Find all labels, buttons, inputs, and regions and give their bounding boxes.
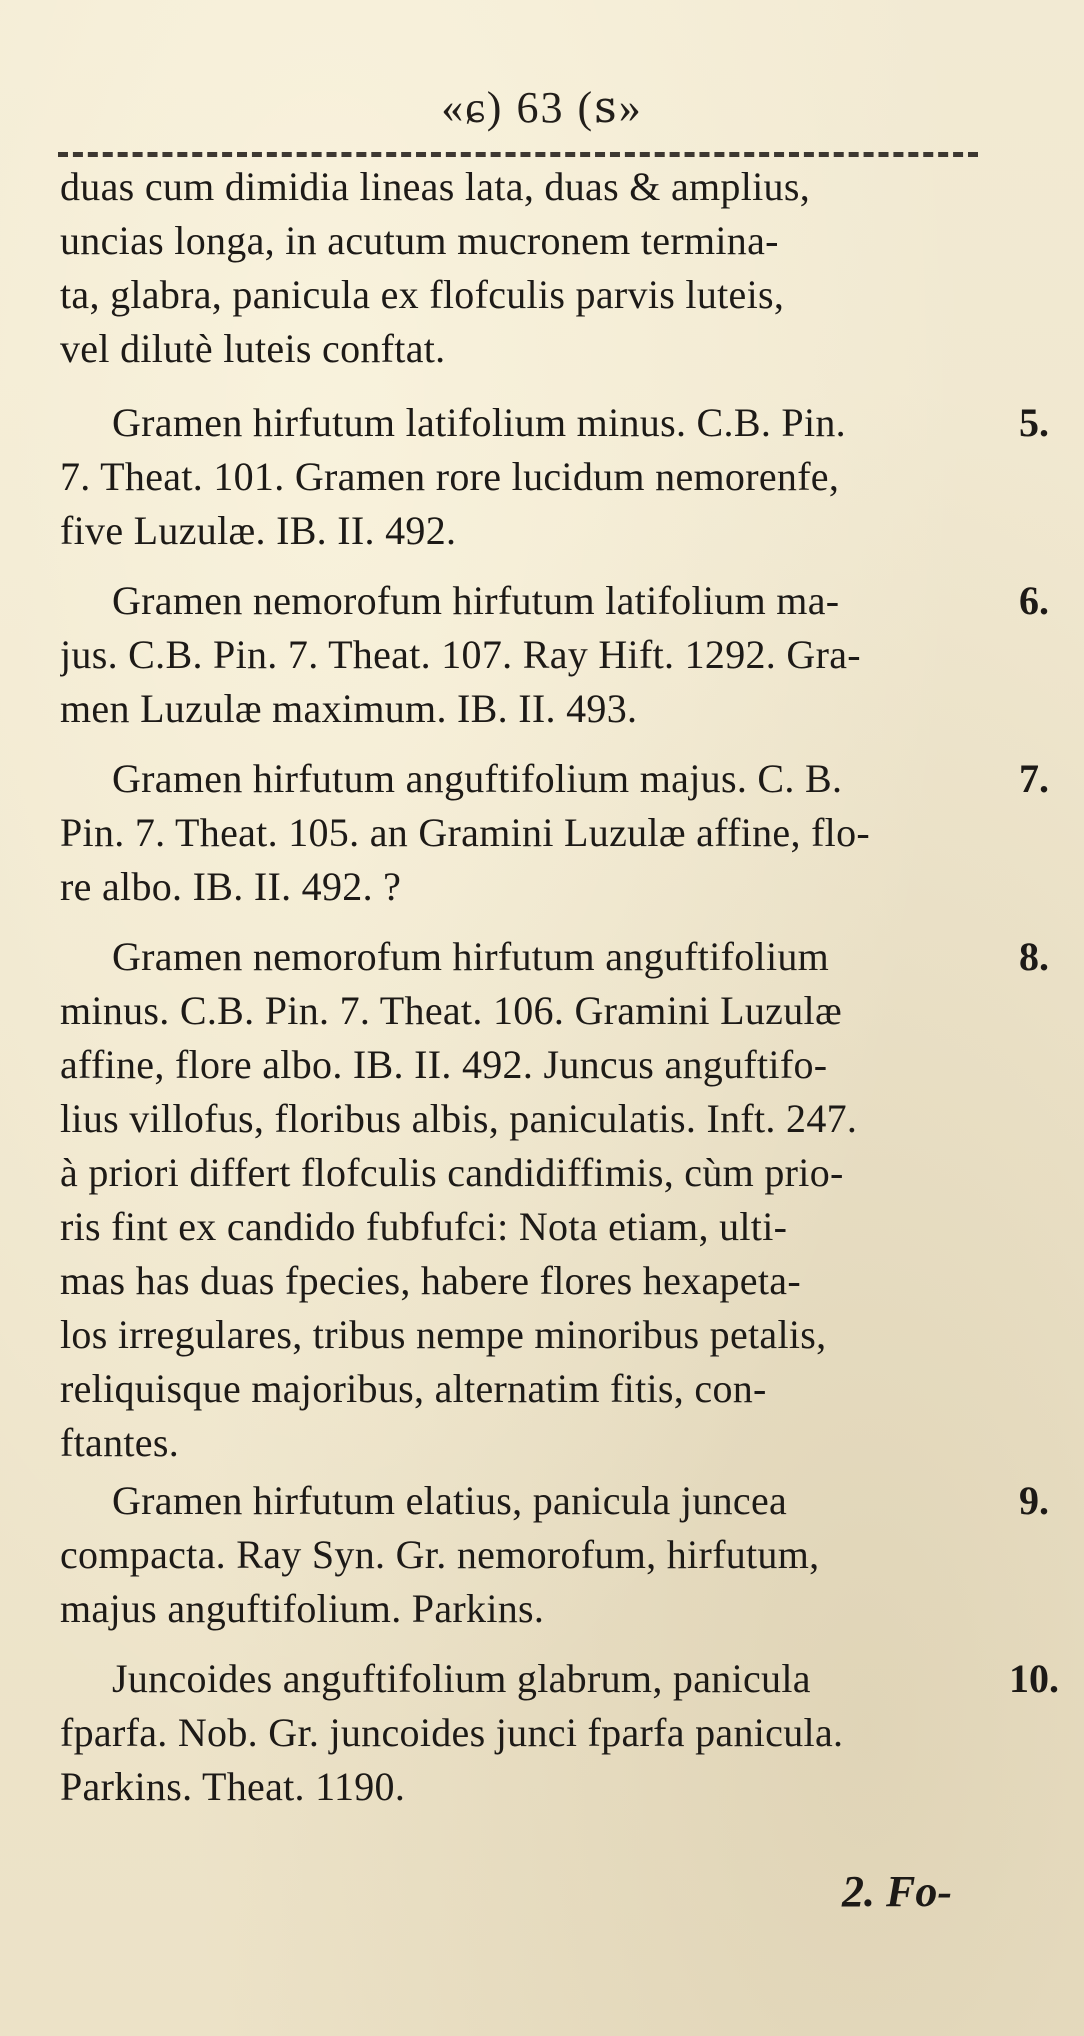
entry-number: 7. — [1019, 756, 1049, 801]
text-line: los irregulares, tribus nempe minoribus petalis, — [60, 1312, 827, 1357]
paragraph — [60, 396, 1060, 558]
text-line: minus. C.B. Pin. 7. Theat. 106. Gramini Luzulæ — [60, 988, 842, 1033]
text-line: uncias longa, in acutum mucronem termina- — [60, 218, 779, 263]
paragraph — [60, 930, 1060, 1470]
text-line: Pin. 7. Theat. 105. an Gramini Luzulæ affine, flo- — [60, 810, 871, 855]
text-line: compacta. Ray Syn. Gr. nemorofum, hirfutum, — [60, 1532, 820, 1577]
text-line: Parkins. Theat. 1190. — [60, 1764, 406, 1809]
text-line: Gramen hirfutum elatius, panicula juncea — [112, 1478, 788, 1523]
paragraph — [60, 752, 1060, 914]
running-head: «ɕ) 63 (ꜱ» — [441, 83, 643, 132]
paragraph-entry-5 — [60, 396, 1060, 558]
text-line: Gramen hirfutum anguftifolium majus. C. B. — [112, 756, 843, 801]
paragraph — [60, 160, 1060, 376]
text-line: 7. Theat. 101. Gramen rore lucidum nemorenfe, — [60, 454, 840, 499]
catchword: 2. Fo- — [842, 1867, 952, 1916]
paragraph-entry-10 — [60, 1652, 1060, 1814]
text-line: ris fint ex candido fubfufci: Nota etiam, ulti- — [60, 1204, 788, 1249]
text-line: jus. C.B. Pin. 7. Theat. 107. Ray Hift. 1292. Gra- — [60, 632, 861, 677]
text-line: ta, glabra, panicula ex flofculis parvis luteis, — [60, 272, 785, 317]
text-line: Juncoides anguftifolium glabrum, panicula — [112, 1656, 811, 1701]
text-line: vel dilutè luteis conftat. — [60, 326, 446, 371]
entry-number: 10. — [1009, 1656, 1059, 1701]
entry-number: 5. — [1019, 400, 1049, 445]
text-line: five Luzulæ. IB. II. 492. — [60, 508, 457, 553]
paragraph-entry-7 — [60, 752, 1060, 914]
text-line: duas cum dimidia lineas lata, duas & amplius, — [60, 164, 811, 209]
text-line: affine, flore albo. IB. II. 492. Juncus anguftifo- — [60, 1042, 828, 1087]
entry-number: 8. — [1019, 934, 1049, 979]
text-line: re albo. IB. II. 492. ? — [60, 864, 402, 909]
text-line: ftantes. — [60, 1420, 180, 1465]
paragraph-entry-9 — [60, 1474, 1060, 1636]
entry-number: 9. — [1019, 1478, 1049, 1523]
text-line: Gramen nemorofum hirfutum latifolium ma- — [112, 578, 840, 623]
text-line: lius villofus, floribus albis, paniculatis. Inft. 247. — [60, 1096, 858, 1141]
paragraph — [60, 1652, 1060, 1814]
text-line: men Luzulæ maximum. IB. II. 493. — [60, 686, 638, 731]
entry-number: 6. — [1019, 578, 1049, 623]
paragraph — [60, 574, 1060, 736]
text-line: mas has duas fpecies, habere flores hexapeta- — [60, 1258, 801, 1303]
paragraph-entry-8 — [60, 930, 1060, 1470]
text-line: majus anguftifolium. Parkins. — [60, 1586, 545, 1631]
text-line: Gramen hirfutum latifolium minus. C.B. Pin. — [112, 400, 846, 445]
text-line: à priori differt flofculis candidiffimis, cùm prio- — [60, 1150, 844, 1195]
text-line: reliquisque majoribus, alternatim fitis, con- — [60, 1366, 767, 1411]
text-line: fparfa. Nob. Gr. juncoides junci fparfa panicula. — [60, 1710, 844, 1755]
paragraph-entry-6 — [60, 574, 1060, 736]
paragraph-continuation — [60, 160, 1060, 376]
header-rule — [58, 152, 978, 157]
text-line: Gramen nemorofum hirfutum anguftifolium — [112, 934, 830, 979]
paragraph — [60, 1474, 1060, 1636]
